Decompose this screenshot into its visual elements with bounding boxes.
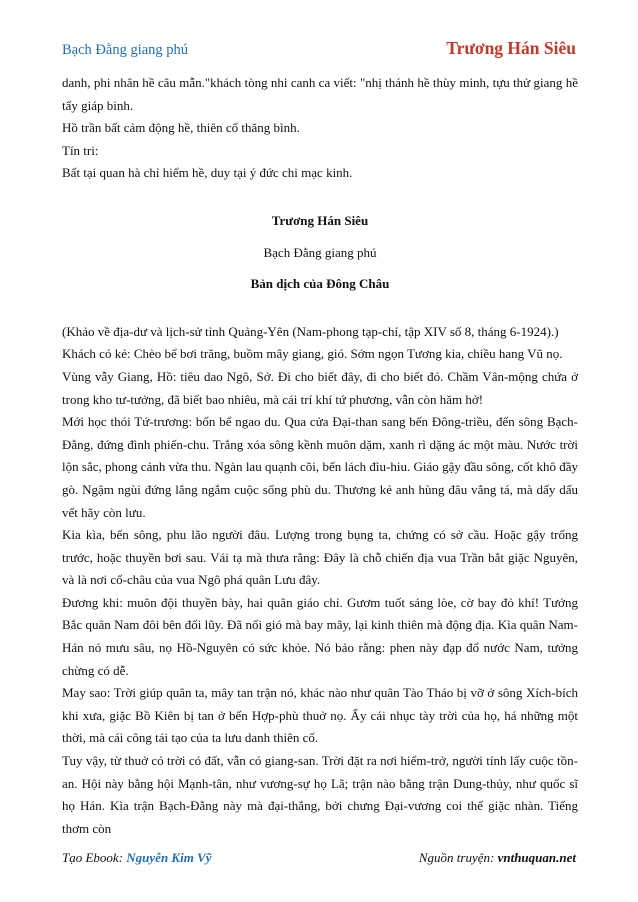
page-footer	[62, 850, 576, 870]
paragraph: Mới học thói Tứ-trương: bốn bể ngao du. Qua cửa Đại-than sang bến Đông-triều, đến sông Bạch-Đằng, đứng đình phiến-chu. Trắng xóa sông kềnh muôn dặm, xanh rì dặng ác một màu. Nước trời lộn sắc, phong cảnh vừa thu. Ngàn lau quạnh cõi, bến lách đìu-hiu. Giáo gậy đầu sông, cốt khô đầy gò. Ngậm ngùi đứng lắng ngắm cuộc sống phù du. Thương kẻ anh hùng đâu vắng tá, mà dấy dấu vết hãy còn lưu.	[62, 414, 578, 520]
paragraph: (Khảo về địa-dư và lịch-sử tỉnh Quảng-Yên (Nam-phong tạp-chí, tập XIV số 8, tháng 6-1924).)	[62, 323, 559, 339]
header-author: Trương Hán Siêu	[446, 38, 576, 58]
header-book-title: Bạch Đằng giang phú	[62, 42, 189, 58]
paragraph: Tín tri:	[62, 142, 99, 158]
section-author: Trương Hán Siêu	[271, 212, 369, 228]
section-title: Bạch Đằng giang phú	[263, 244, 377, 260]
footer-source-credit: Nguồn truyện: vnthuquan.net	[418, 850, 576, 865]
paragraph: May sao: Trời giúp quân ta, mây tan trận nó, khác nào như quân Tào Tháo bị vỡ ở sông Xích-bích khi xưa, giặc Bồ Kiên bị tan ở bến Hợp-phù thuở nọ. Ấy cái nhục tày trời của họ, há những một thời, mà cái công tái tạo của ta lưu danh thiên cổ.	[62, 685, 578, 746]
paragraph: danh, phi nhân hề câu mẫn."khách tòng nhi canh ca viết: "nhị thánh hề thùy minh, tựu thử giang hề tẩy giáp binh.	[62, 75, 578, 113]
paragraph: Bất tại quan hà chỉ hiểm hề, duy tại ý đức chi mạc kinh.	[62, 165, 353, 181]
paragraph: Hồ trần bất cảm động hề, thiên cổ thăng bình.	[62, 120, 300, 136]
footer-ebook-credit: Tạo Ebook: Nguyễn Kim Vỹ	[62, 850, 212, 865]
paragraph: Khách có kẻ: Chèo bể bơi trăng, buồm mây giang, gió. Sớm ngọn Tương kia, chiều hang Vũ nọ.	[62, 346, 563, 362]
page-content	[62, 72, 578, 840]
paragraph: Tuy vậy, từ thuở có trời có đất, vẫn có giang-san. Trời đặt ra nơi hiểm-trở, người tính lấy cuộc tồn-an. Hội này bằng hội Mạnh-tân, như vương-sự họ Lã; trận nào bằng trận Dung-thủy, như quốc sĩ họ Hán. Kìa trận Bạch-Đằng này mà đại-thắng, bởi chưng Đại-vương coi thế giặc nhàn. Tiếng thơm còn	[62, 753, 578, 836]
paragraph: Vùng vẫy Giang, Hồ: tiêu dao Ngô, Sở. Đi cho biết đây, đi cho biết đó. Chầm Vân-mộng chứa ở trong kho tư-tưởng, đã biết bao nhiêu, mà cái trí khí tứ phương, vẫn còn hăm hở!	[62, 368, 578, 407]
paragraph: Kia kìa, bến sông, phu lão người đâu. Lượng trong bụng ta, chứng có sở cầu. Hoặc gậy trống trước, hoặc thuyền bơi sau. Vái tạ mà thưa rằng: Đây là chỗ chiến địa vua Trần bắt giặc Nguyên, và là nơi cổ-châu của vua Ngô phá quân Lưu đây.	[62, 527, 578, 588]
section-translation-credit: Bản dịch của Đông Châu	[250, 276, 390, 292]
footer-ebook-label: Tạo Ebook	[62, 850, 119, 865]
footer-source-label: Nguồn truyện	[418, 850, 490, 865]
paragraph: Đương khi: muôn đội thuyền bày, hai quân giáo chỉ. Gươm tuốt sáng lòe, cờ bay đỏ khí! Tướng Bắc quân Nam đôi bên đối lũy. Đã nổi gió mà bay mây, lại kinh thiên mà động địa. Kìa quân Nam-Hán nó mưu sâu, nọ Hồ-Nguyên có sức khỏe. Nó bảo rằng: phen này đạp đổ nước Nam, tưởng chừng có dễ.	[62, 594, 578, 678]
footer-ebook-name: Nguyễn Kim Vỹ	[126, 850, 212, 865]
footer-source-link[interactable]: vnthuquan.net	[497, 850, 576, 865]
page-header	[62, 38, 576, 62]
